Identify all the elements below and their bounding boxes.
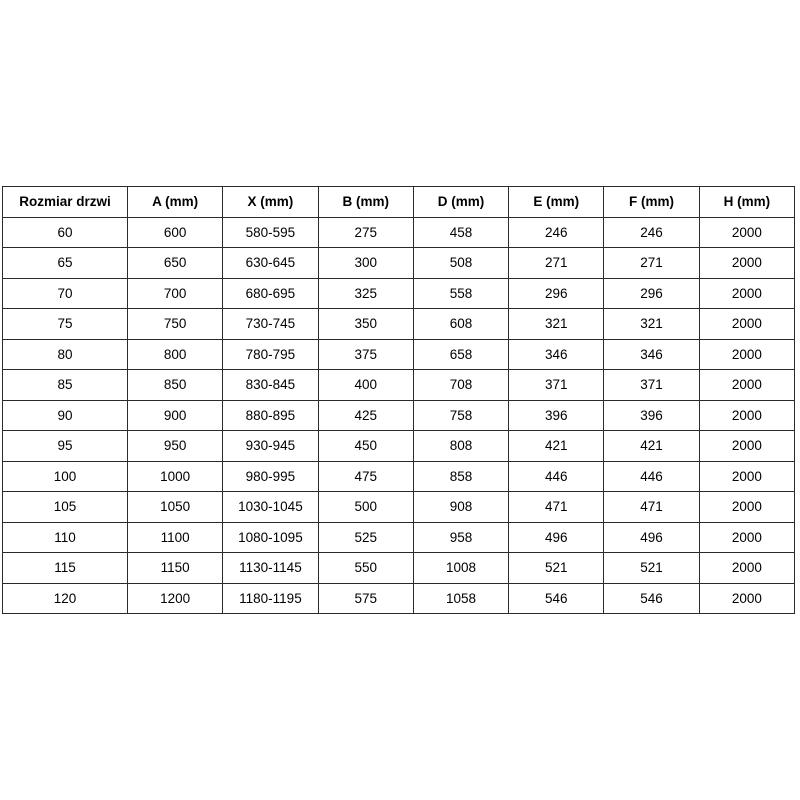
- table-cell: 2000: [699, 431, 794, 462]
- table-cell: 2000: [699, 339, 794, 370]
- table-row: [3, 522, 795, 553]
- table-cell: 60: [3, 217, 128, 248]
- header-a-mm: A (mm): [128, 187, 223, 218]
- table-cell: 608: [413, 309, 508, 340]
- table-cell: 496: [604, 522, 699, 553]
- table-cell: 1100: [128, 522, 223, 553]
- table-cell: 546: [604, 583, 699, 614]
- table-cell: 425: [318, 400, 413, 431]
- table-cell: 908: [413, 492, 508, 523]
- header-d-mm: D (mm): [413, 187, 508, 218]
- table-cell: 65: [3, 248, 128, 279]
- table-cell: 275: [318, 217, 413, 248]
- table-body: [3, 217, 795, 614]
- table-cell: 346: [509, 339, 604, 370]
- table-cell: 680-695: [223, 278, 318, 309]
- table-cell: 100: [3, 461, 128, 492]
- table-cell: 780-795: [223, 339, 318, 370]
- table-cell: 2000: [699, 217, 794, 248]
- table-row: [3, 400, 795, 431]
- table-cell: 2000: [699, 553, 794, 584]
- table-cell: 730-745: [223, 309, 318, 340]
- table-cell: 421: [604, 431, 699, 462]
- table-cell: 2000: [699, 461, 794, 492]
- table-cell: 630-645: [223, 248, 318, 279]
- table-cell: 346: [604, 339, 699, 370]
- header-f-mm: F (mm): [604, 187, 699, 218]
- table-cell: 446: [509, 461, 604, 492]
- table-cell: 808: [413, 431, 508, 462]
- table-cell: 858: [413, 461, 508, 492]
- table-cell: 80: [3, 339, 128, 370]
- table-cell: 558: [413, 278, 508, 309]
- table-cell: 446: [604, 461, 699, 492]
- table-cell: 2000: [699, 400, 794, 431]
- header-b-mm: B (mm): [318, 187, 413, 218]
- table-cell: 658: [413, 339, 508, 370]
- table-cell: 830-845: [223, 370, 318, 401]
- table-row: [3, 248, 795, 279]
- table-cell: 500: [318, 492, 413, 523]
- table-cell: 1080-1095: [223, 522, 318, 553]
- table-cell: 958: [413, 522, 508, 553]
- table-cell: 1000: [128, 461, 223, 492]
- table-cell: 321: [509, 309, 604, 340]
- table-cell: 1180-1195: [223, 583, 318, 614]
- table-row: [3, 370, 795, 401]
- table-cell: 115: [3, 553, 128, 584]
- table-row: [3, 309, 795, 340]
- table-cell: 2000: [699, 248, 794, 279]
- table-row: [3, 431, 795, 462]
- header-x-mm: X (mm): [223, 187, 318, 218]
- table-cell: 90: [3, 400, 128, 431]
- table-cell: 1008: [413, 553, 508, 584]
- table-cell: 296: [509, 278, 604, 309]
- table-cell: 1200: [128, 583, 223, 614]
- table-cell: 105: [3, 492, 128, 523]
- header-h-mm: H (mm): [699, 187, 794, 218]
- table-cell: 120: [3, 583, 128, 614]
- table-cell: 396: [509, 400, 604, 431]
- table-cell: 708: [413, 370, 508, 401]
- table-cell: 471: [509, 492, 604, 523]
- table-cell: 95: [3, 431, 128, 462]
- table-cell: 246: [509, 217, 604, 248]
- table-cell: 521: [604, 553, 699, 584]
- table-cell: 850: [128, 370, 223, 401]
- table-cell: 1058: [413, 583, 508, 614]
- table-cell: 1130-1145: [223, 553, 318, 584]
- table-cell: 271: [509, 248, 604, 279]
- header-e-mm: E (mm): [509, 187, 604, 218]
- table-cell: 350: [318, 309, 413, 340]
- table-cell: 508: [413, 248, 508, 279]
- table-cell: 2000: [699, 583, 794, 614]
- table-row: [3, 217, 795, 248]
- table-cell: 450: [318, 431, 413, 462]
- table-row: [3, 339, 795, 370]
- table-cell: 575: [318, 583, 413, 614]
- table-cell: 800: [128, 339, 223, 370]
- table-cell: 371: [509, 370, 604, 401]
- table-cell: 396: [604, 400, 699, 431]
- table-cell: 321: [604, 309, 699, 340]
- table-cell: 521: [509, 553, 604, 584]
- table-cell: 300: [318, 248, 413, 279]
- table-cell: 2000: [699, 370, 794, 401]
- table-cell: 650: [128, 248, 223, 279]
- table-cell: 110: [3, 522, 128, 553]
- table-cell: 2000: [699, 522, 794, 553]
- table-cell: 600: [128, 217, 223, 248]
- table-cell: 550: [318, 553, 413, 584]
- table-row: [3, 553, 795, 584]
- table-cell: 246: [604, 217, 699, 248]
- table-cell: 546: [509, 583, 604, 614]
- table-cell: 525: [318, 522, 413, 553]
- table-cell: 271: [604, 248, 699, 279]
- table-cell: 421: [509, 431, 604, 462]
- table-cell: 400: [318, 370, 413, 401]
- table-cell: 375: [318, 339, 413, 370]
- table-cell: 296: [604, 278, 699, 309]
- table-row: [3, 461, 795, 492]
- table-cell: 700: [128, 278, 223, 309]
- table-cell: 2000: [699, 309, 794, 340]
- table-row: [3, 583, 795, 614]
- table-cell: 85: [3, 370, 128, 401]
- table-row: [3, 492, 795, 523]
- table-cell: 880-895: [223, 400, 318, 431]
- table-cell: 750: [128, 309, 223, 340]
- table-cell: 471: [604, 492, 699, 523]
- dimension-spec-table-container: [2, 186, 795, 614]
- table-cell: 475: [318, 461, 413, 492]
- table-cell: 458: [413, 217, 508, 248]
- table-cell: 75: [3, 309, 128, 340]
- table-cell: 950: [128, 431, 223, 462]
- table-cell: 1050: [128, 492, 223, 523]
- dimension-spec-table: [2, 186, 795, 614]
- table-cell: 1030-1045: [223, 492, 318, 523]
- table-cell: 2000: [699, 278, 794, 309]
- table-row: [3, 278, 795, 309]
- table-cell: 496: [509, 522, 604, 553]
- table-cell: 980-995: [223, 461, 318, 492]
- header-rozmiar-drzwi: Rozmiar drzwi: [3, 187, 128, 218]
- table-cell: 2000: [699, 492, 794, 523]
- table-cell: 900: [128, 400, 223, 431]
- table-cell: 930-945: [223, 431, 318, 462]
- table-cell: 1150: [128, 553, 223, 584]
- table-cell: 580-595: [223, 217, 318, 248]
- table-cell: 325: [318, 278, 413, 309]
- table-cell: 70: [3, 278, 128, 309]
- table-cell: 758: [413, 400, 508, 431]
- table-cell: 371: [604, 370, 699, 401]
- table-header-row: [3, 187, 795, 218]
